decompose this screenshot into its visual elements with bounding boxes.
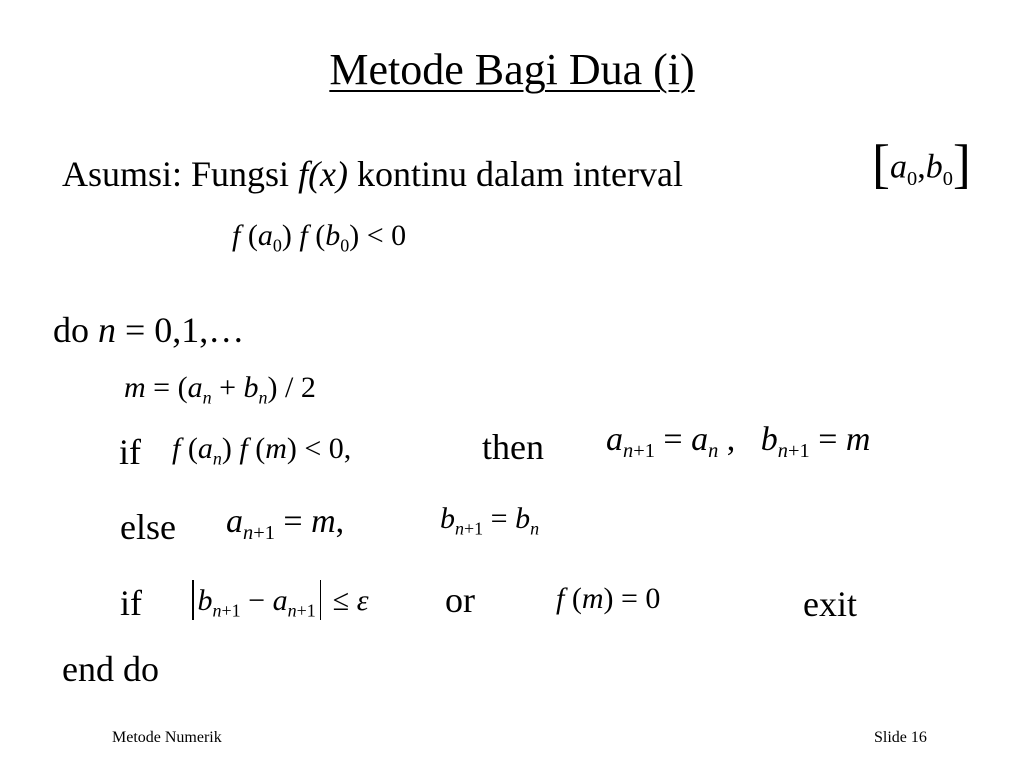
mid-b: b	[243, 371, 259, 404]
loop-header	[53, 309, 244, 351]
then-keyword	[482, 426, 544, 468]
midpoint-formula	[124, 369, 316, 407]
abs-bar-left	[192, 580, 194, 620]
else-m: m	[311, 503, 336, 540]
exit-label: exit	[803, 584, 857, 624]
else-keyword	[120, 506, 176, 548]
interval-sep: ,	[917, 148, 926, 186]
mid-tail: ) / 2	[267, 371, 316, 404]
interval-a-sub: 0	[906, 167, 918, 190]
interval-b-sub: 0	[942, 167, 953, 190]
right-bracket: ]	[952, 134, 971, 194]
mid-plus: +	[211, 371, 244, 404]
ifc-m: m	[265, 432, 287, 465]
cond-f1: f	[232, 219, 241, 252]
left-bracket: [	[872, 134, 890, 194]
root-m: m	[581, 582, 604, 615]
then-b-next: b	[760, 421, 778, 458]
mid-eq: = (	[145, 371, 188, 404]
interval-a: a	[889, 148, 907, 186]
else-b-next: b	[440, 502, 455, 535]
mid-b-sub: n	[258, 387, 268, 408]
ifc-a: a	[197, 432, 213, 465]
stop-b: b	[197, 584, 213, 617]
stop-a: a	[272, 584, 288, 617]
else-b: b	[515, 502, 531, 535]
then-assignment: $a_{n+1} = a_n$ , $b_{n+1} = m$	[606, 421, 871, 463]
exit-keyword	[803, 583, 857, 625]
else-assignment-a: $a_{n+1} = m$,	[226, 503, 345, 545]
assumption-line	[62, 153, 683, 195]
or-keyword	[445, 579, 475, 621]
cond-b: b	[325, 219, 341, 252]
then-eq: =	[654, 421, 692, 458]
stop-eps: ε	[356, 584, 369, 617]
root-tail: ) = 0	[603, 582, 661, 615]
ifc-tail: ) < 0,	[286, 432, 352, 465]
slide-number: Slide 16	[874, 729, 927, 746]
if-condition: f $(a_n)$ f (m) < 0,	[172, 432, 352, 469]
stop-condition: $b_{n+1} - a_{n+1} \le \varepsilon$	[188, 580, 369, 620]
footer-course: Metode Numerik	[112, 729, 222, 746]
else-label: else	[120, 507, 176, 547]
then-comma: ,	[718, 421, 736, 458]
mid-m: m	[124, 371, 146, 404]
assumption-fx: f(x)	[298, 154, 349, 194]
cond-b-sub: 0	[340, 235, 350, 256]
cond-tail: < 0	[366, 219, 407, 252]
slide-title-text: Metode Bagi Dua (i)	[329, 45, 695, 94]
slide-title	[0, 42, 1024, 98]
ifc-a-sub: n	[212, 448, 222, 469]
loop-range: = 0,1,…	[125, 310, 245, 350]
then-m: m	[845, 421, 871, 458]
do-keyword: do	[53, 310, 89, 350]
if-label-1: if	[119, 432, 141, 472]
abs-bar-right	[320, 580, 322, 620]
then-a: a	[691, 421, 709, 458]
if-label-2: if	[120, 583, 142, 623]
cond-f2: f	[299, 219, 308, 252]
cond-a-sub: 0	[272, 235, 282, 256]
stop-le: ≤	[332, 584, 350, 617]
sign-condition: f $(a_0)$ f $(b_0) < 0$	[232, 219, 407, 256]
footer-right	[874, 728, 927, 748]
else-assignment-b: $b_{n+1} = b_n$	[440, 502, 540, 539]
ifc-f2: f	[239, 432, 248, 465]
or-label: or	[445, 580, 475, 620]
else-a-next: a	[226, 503, 243, 540]
else-comma: ,	[335, 503, 345, 540]
then-a-sub: n	[708, 440, 719, 463]
end-do-label: end do	[62, 649, 159, 689]
assumption-rest: kontinu dalam interval	[357, 154, 683, 194]
else-b-sub: n	[530, 518, 540, 539]
root-condition: f (m) = 0	[556, 582, 661, 615]
ifc-f1: f	[172, 432, 181, 465]
cond-a: a	[257, 219, 273, 252]
assumption-label: Asumsi: Fungsi	[62, 154, 290, 194]
mid-a-sub: n	[202, 387, 212, 408]
then-a-next: a	[606, 421, 623, 458]
interval-b: b	[925, 148, 943, 186]
root-f: f	[556, 582, 565, 615]
if-keyword-2	[120, 582, 142, 624]
mid-a: a	[187, 371, 203, 404]
end-do	[62, 648, 159, 690]
then-eq2: =	[809, 421, 846, 458]
then-label: then	[482, 427, 544, 467]
loop-variable: n	[98, 310, 116, 350]
else-eq: =	[274, 503, 312, 540]
footer-left	[112, 728, 222, 748]
stop-minus: −	[240, 584, 273, 617]
interval-expression	[872, 134, 971, 194]
if-keyword-1	[119, 431, 141, 473]
else-eq-b: =	[483, 502, 516, 535]
